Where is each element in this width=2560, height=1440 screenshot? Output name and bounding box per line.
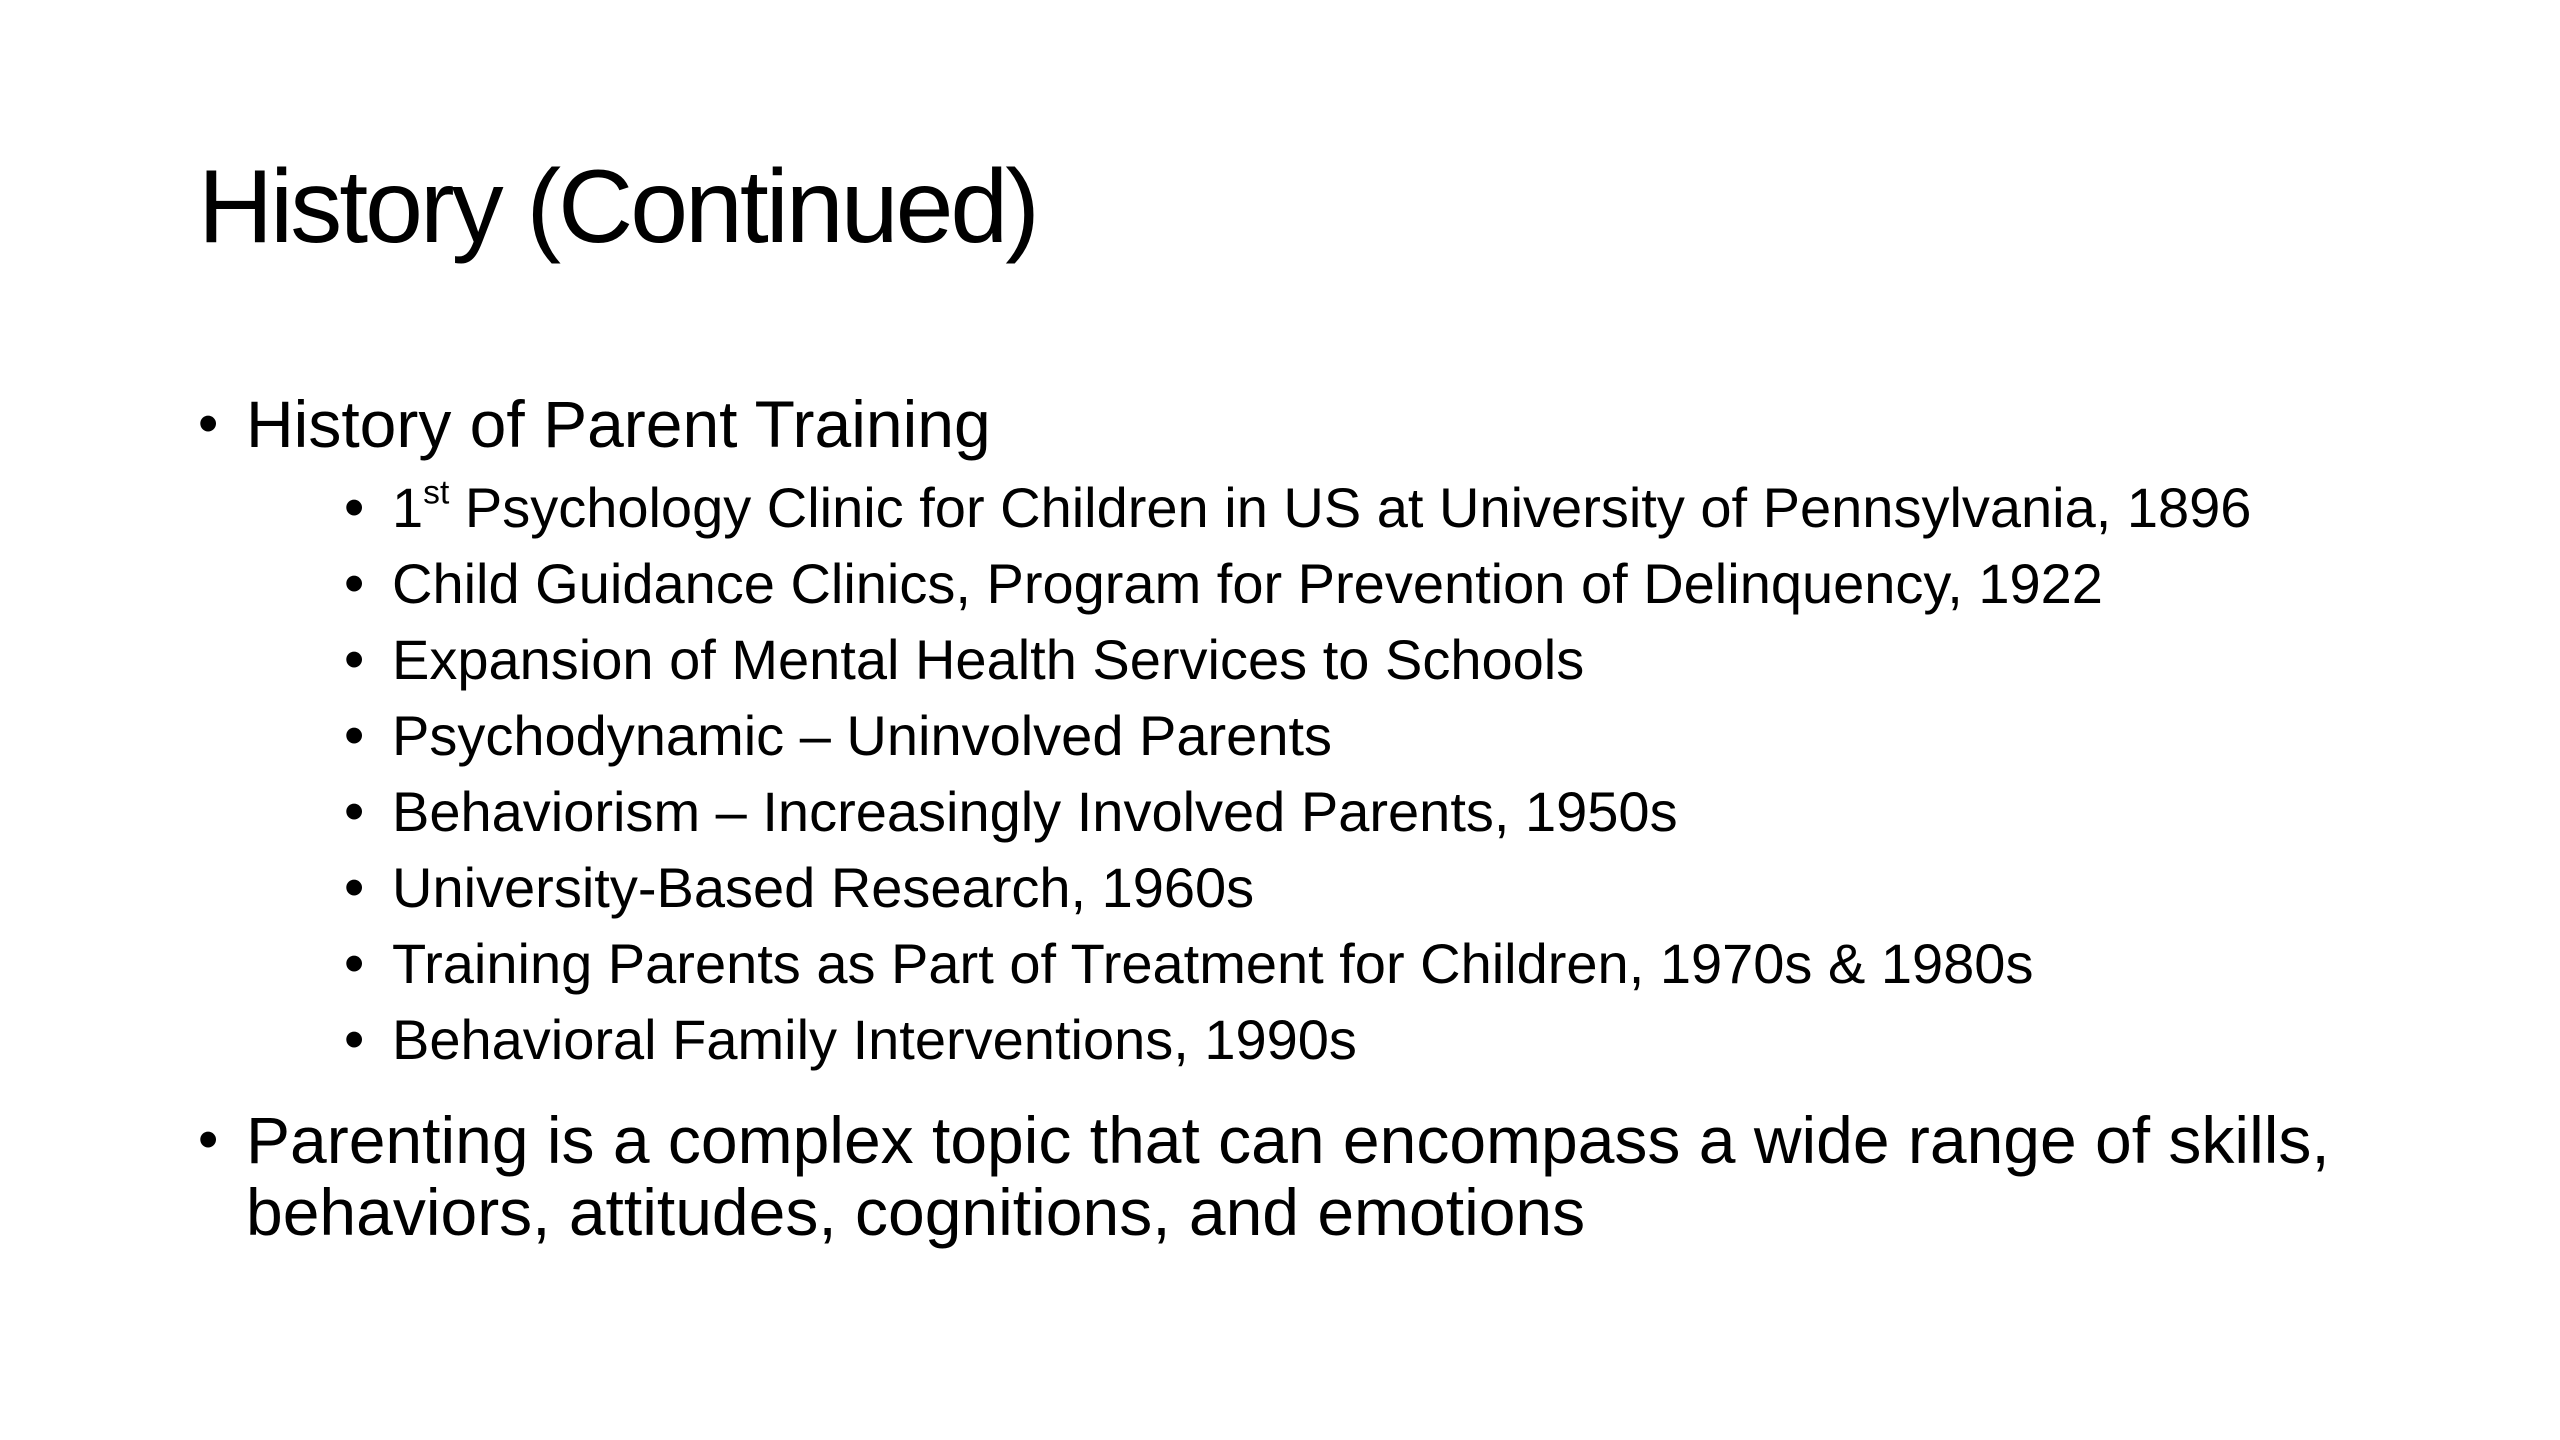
sub-bullet-item [344,470,2448,546]
bullet-icon: • [198,391,219,456]
ordinal-suffix: st [423,474,450,512]
bullet-icon: • [344,703,365,768]
sub-bullet-text: Behavioral Family Interventions, 1990s [392,1008,1357,1071]
bullet-icon: • [344,551,365,616]
sub-bullet-item [344,774,2448,850]
bullet-parenting-complex-topic [198,1104,2448,1248]
bullet-icon: • [344,931,365,996]
bullet-icon: • [344,855,365,920]
sub-bullet-text: Training Parents as Part of Treatment for Children, 1970s & 1980s [392,932,2034,995]
sub-bullet-item [344,546,2448,622]
sub-bullet-text: Behaviorism – Increasingly Involved Parents, 1950s [392,780,1678,843]
sub-bullet-text: Expansion of Mental Health Services to Schools [392,628,1585,691]
sub-bullet-item [344,698,2448,774]
bullet-icon: • [198,1107,219,1172]
sub-bullet-text: Psychodynamic – Uninvolved Parents [392,704,1333,767]
sub-bullet-text: Psychology Clinic for Children in US at University of Pennsylvania, 1896 [449,476,2252,539]
slide-content [198,388,2448,1248]
bullet-icon: • [344,475,365,540]
sub-bullet-item [344,1002,2448,1078]
bullet-text: Parenting is a complex topic that can encompass a wide range of skills, behaviors, attitudes, cognitions, and emotions [246,1103,2330,1249]
sub-bullet-list [246,470,2448,1078]
sub-bullet-text: University-Based Research, 1960s [392,856,1255,919]
sub-bullet-text: Child Guidance Clinics, Program for Prevention of Delinquency, 1922 [392,552,2103,615]
bullet-icon: • [344,627,365,692]
sub-bullet-item [344,850,2448,926]
bullet-icon: • [344,1007,365,1072]
slide-title: History (Continued) [198,149,1037,265]
ordinal-number: 1 [392,476,424,539]
bullet-text: History of Parent Training [246,387,991,461]
bullet-icon: • [344,779,365,844]
sub-bullet-item [344,622,2448,698]
sub-bullet-item [344,926,2448,1002]
bullet-history-of-parent-training [198,388,2448,1078]
